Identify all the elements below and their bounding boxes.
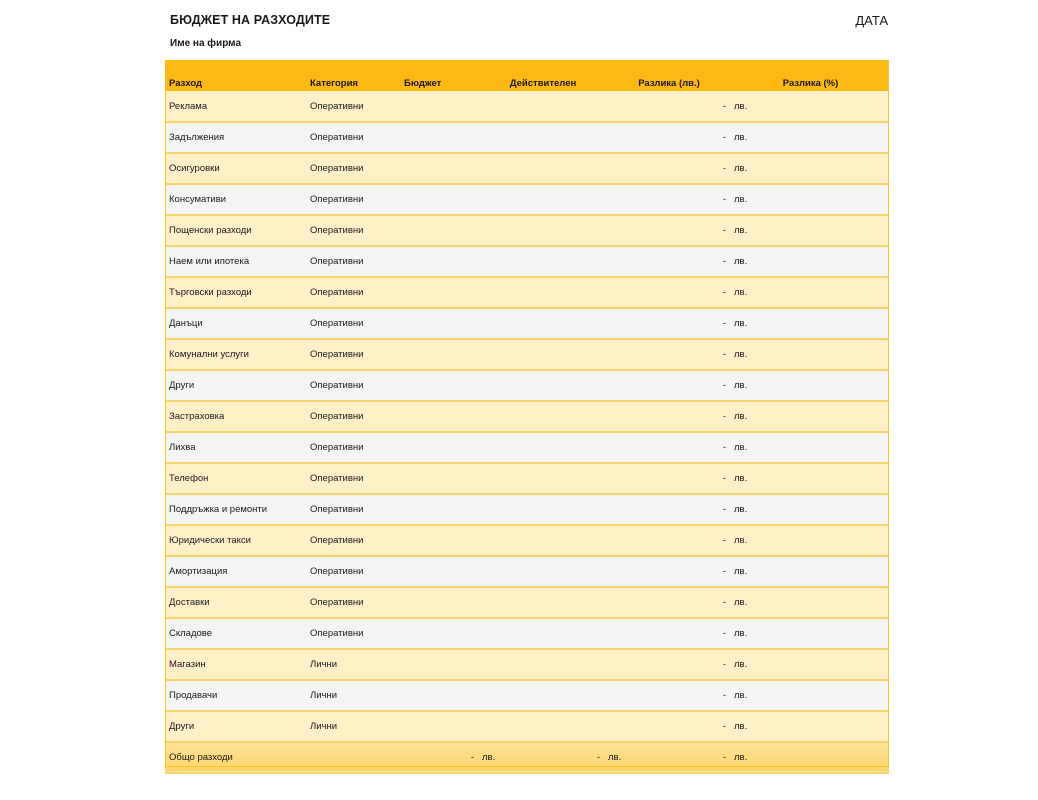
budget-currency-cell xyxy=(480,494,524,525)
table-row xyxy=(165,649,889,680)
table-row xyxy=(165,432,889,463)
column-header-diff-percent[interactable]: Разлика (%) xyxy=(782,78,839,89)
diff-dash-cell: - xyxy=(722,380,727,391)
actual-currency-cell xyxy=(606,401,650,432)
budget-cell[interactable] xyxy=(404,618,480,649)
budget-cell[interactable] xyxy=(404,122,480,153)
category-cell[interactable]: Оперативни xyxy=(310,287,364,298)
diff-currency-cell: лв. xyxy=(734,504,748,515)
table-row xyxy=(165,122,889,153)
budget-cell[interactable] xyxy=(404,246,480,277)
expense-cell[interactable]: Амортизация xyxy=(169,566,228,577)
date-field[interactable]: ДАТА xyxy=(855,13,888,28)
diff-percent-cell xyxy=(776,618,889,649)
budget-currency-cell xyxy=(480,618,524,649)
actual-cell[interactable] xyxy=(524,91,606,122)
diff-percent-cell xyxy=(776,525,889,556)
diff-dash-cell: - xyxy=(722,225,727,236)
total-row xyxy=(165,742,889,773)
table-row xyxy=(165,215,889,246)
actual-currency-cell xyxy=(606,525,650,556)
budget-currency-cell xyxy=(480,680,524,711)
budget-cell[interactable] xyxy=(404,556,480,587)
table-row xyxy=(165,463,889,494)
diff-currency-cell: лв. xyxy=(734,566,748,577)
expense-cell[interactable]: Продавачи xyxy=(169,690,218,701)
actual-currency-cell xyxy=(606,277,650,308)
actual-currency-cell xyxy=(606,649,650,680)
diff-dash-cell: - xyxy=(722,318,727,329)
diff-currency-cell: лв. xyxy=(734,256,748,267)
budget-cell[interactable] xyxy=(404,649,480,680)
budget-currency-cell xyxy=(480,153,524,184)
table-row xyxy=(165,184,889,215)
category-cell[interactable]: Оперативни xyxy=(310,628,364,639)
category-cell[interactable]: Оперативни xyxy=(310,411,364,422)
category-cell[interactable]: Лични xyxy=(310,721,338,732)
total-budget-dash: - xyxy=(470,752,474,763)
table-row xyxy=(165,680,889,711)
diff-currency-cell: лв. xyxy=(734,597,748,608)
actual-cell[interactable] xyxy=(524,463,606,494)
diff-currency-cell: лв. xyxy=(734,628,748,639)
actual-cell[interactable] xyxy=(524,711,606,742)
actual-cell[interactable] xyxy=(524,556,606,587)
budget-cell[interactable] xyxy=(404,277,480,308)
total-actual-dash: - xyxy=(596,752,600,763)
diff-dash-cell: - xyxy=(722,287,727,298)
expense-cell[interactable]: Поддръжка и ремонти xyxy=(169,504,268,515)
table-row xyxy=(165,339,889,370)
diff-currency-cell: лв. xyxy=(734,690,748,701)
diff-dash-cell: - xyxy=(722,256,727,267)
actual-cell[interactable] xyxy=(524,525,606,556)
expense-cell[interactable]: Складове xyxy=(169,628,213,639)
actual-currency-cell xyxy=(606,91,650,122)
category-cell[interactable]: Оперативни xyxy=(310,318,364,329)
expense-cell[interactable]: Осигуровки xyxy=(169,163,220,174)
actual-cell[interactable] xyxy=(524,494,606,525)
table-row xyxy=(165,370,889,401)
actual-currency-cell xyxy=(606,184,650,215)
category-cell[interactable]: Оперативни xyxy=(310,163,364,174)
budget-currency-cell xyxy=(480,308,524,339)
actual-currency-cell xyxy=(606,339,650,370)
table-row xyxy=(165,91,889,122)
actual-currency-cell xyxy=(606,215,650,246)
diff-currency-cell: лв. xyxy=(734,318,748,329)
budget-cell[interactable] xyxy=(404,370,480,401)
budget-cell[interactable] xyxy=(404,525,480,556)
diff-dash-cell: - xyxy=(722,721,727,732)
actual-currency-cell xyxy=(606,153,650,184)
expense-cell[interactable]: Реклама xyxy=(169,100,208,112)
diff-dash-cell: - xyxy=(722,535,727,546)
total-label: Общо разходи xyxy=(169,752,233,763)
category-cell[interactable]: Оперативни xyxy=(310,535,364,546)
diff-percent-cell xyxy=(776,463,889,494)
expense-cell[interactable]: Доставки xyxy=(169,597,210,608)
diff-dash-cell: - xyxy=(722,349,727,360)
actual-cell[interactable] xyxy=(524,432,606,463)
actual-cell[interactable] xyxy=(524,370,606,401)
diff-percent-cell xyxy=(776,680,889,711)
budget-currency-cell xyxy=(480,432,524,463)
diff-currency-cell: лв. xyxy=(734,721,748,732)
actual-cell[interactable] xyxy=(524,308,606,339)
total-category-cell xyxy=(306,742,404,773)
diff-percent-cell xyxy=(776,711,889,742)
expense-cell[interactable]: Телефон xyxy=(169,473,209,484)
column-header-actual[interactable]: Действителен xyxy=(509,78,577,89)
table-row xyxy=(165,618,889,649)
actual-currency-cell xyxy=(606,246,650,277)
diff-percent-cell xyxy=(776,587,889,618)
budget-cell[interactable] xyxy=(404,339,480,370)
category-cell[interactable]: Оперативни xyxy=(310,194,364,205)
budget-cell[interactable] xyxy=(404,432,480,463)
budget-currency-cell xyxy=(480,525,524,556)
actual-cell[interactable] xyxy=(524,122,606,153)
actual-currency-cell xyxy=(606,370,650,401)
diff-dash-cell: - xyxy=(722,100,727,112)
category-cell[interactable]: Лични xyxy=(310,690,338,701)
column-header-diff-amount[interactable]: Разлика (лв.) xyxy=(638,78,700,89)
budget-currency-cell xyxy=(480,122,524,153)
diff-percent-cell xyxy=(776,184,889,215)
expense-cell[interactable]: Наем или ипотека xyxy=(169,256,250,267)
budget-currency-cell xyxy=(480,649,524,680)
category-cell[interactable]: Оперативни xyxy=(310,473,364,484)
diff-currency-cell: лв. xyxy=(734,163,748,174)
table-row xyxy=(165,556,889,587)
actual-cell[interactable] xyxy=(524,401,606,432)
category-cell[interactable]: Оперативни xyxy=(310,132,364,143)
table-row xyxy=(165,587,889,618)
diff-currency-cell: лв. xyxy=(734,225,748,236)
diff-dash-cell: - xyxy=(722,659,727,670)
diff-percent-cell xyxy=(776,153,889,184)
table-header-row xyxy=(165,60,889,91)
expense-cell[interactable]: Данъци xyxy=(169,318,203,329)
diff-percent-cell xyxy=(776,215,889,246)
diff-percent-cell xyxy=(776,556,889,587)
expense-cell[interactable]: Застраховка xyxy=(169,411,225,422)
actual-currency-cell xyxy=(606,618,650,649)
expense-cell[interactable]: Задължения xyxy=(169,132,225,143)
budget-cell[interactable] xyxy=(404,91,480,122)
diff-dash-cell: - xyxy=(722,597,727,608)
category-cell[interactable]: Оперативни xyxy=(310,225,364,236)
actual-cell[interactable] xyxy=(524,618,606,649)
table-row xyxy=(165,246,889,277)
actual-cell[interactable] xyxy=(524,215,606,246)
diff-percent-cell xyxy=(776,432,889,463)
actual-currency-cell xyxy=(606,680,650,711)
budget-cell[interactable] xyxy=(404,153,480,184)
expense-cell[interactable]: Консумативи xyxy=(169,194,227,205)
total-actual-currency: лв. xyxy=(608,752,622,763)
budget-currency-cell xyxy=(480,401,524,432)
table-row xyxy=(165,308,889,339)
category-cell[interactable]: Оперативни xyxy=(310,349,364,360)
diff-currency-cell: лв. xyxy=(734,194,748,205)
category-cell[interactable]: Оперативни xyxy=(310,504,364,515)
expense-cell[interactable]: Други xyxy=(169,721,195,732)
budget-cell[interactable] xyxy=(404,401,480,432)
category-cell[interactable]: Оперативни xyxy=(310,100,364,112)
diff-percent-cell xyxy=(776,339,889,370)
diff-percent-cell xyxy=(776,649,889,680)
diff-percent-cell xyxy=(776,308,889,339)
diff-dash-cell: - xyxy=(722,628,727,639)
budget-cell[interactable] xyxy=(404,215,480,246)
diff-percent-cell xyxy=(776,246,889,277)
table-row xyxy=(165,401,889,432)
table-row xyxy=(165,277,889,308)
budget-currency-cell xyxy=(480,91,524,122)
budget-cell[interactable] xyxy=(404,308,480,339)
diff-percent-cell xyxy=(776,91,889,122)
actual-cell[interactable] xyxy=(524,153,606,184)
column-header-expense[interactable]: Разход xyxy=(169,78,203,89)
budget-cell[interactable] xyxy=(404,494,480,525)
actual-cell[interactable] xyxy=(524,277,606,308)
category-cell[interactable]: Лични xyxy=(310,659,338,670)
actual-currency-cell xyxy=(606,711,650,742)
diff-percent-cell xyxy=(776,122,889,153)
category-cell[interactable]: Оперативни xyxy=(310,597,364,608)
diff-dash-cell: - xyxy=(722,690,727,701)
diff-dash-cell: - xyxy=(722,504,727,515)
expense-cell[interactable]: Комунални услуги xyxy=(169,349,249,360)
budget-currency-cell xyxy=(480,277,524,308)
diff-currency-cell: лв. xyxy=(734,132,748,143)
budget-currency-cell xyxy=(480,246,524,277)
expense-cell[interactable]: Пощенски разходи xyxy=(169,225,252,236)
budget-cell[interactable] xyxy=(404,680,480,711)
company-name[interactable]: Име на фирма xyxy=(170,38,242,49)
budget-cell[interactable] xyxy=(404,587,480,618)
budget-currency-cell xyxy=(480,215,524,246)
total-diff-dash: - xyxy=(722,752,727,763)
budget-currency-cell xyxy=(480,339,524,370)
category-cell[interactable]: Оперативни xyxy=(310,256,364,267)
diff-dash-cell: - xyxy=(722,194,727,205)
diff-dash-cell: - xyxy=(722,132,727,143)
total-percent-cell xyxy=(776,742,889,773)
expense-cell[interactable]: Търговски разходи xyxy=(169,287,252,298)
budget-currency-cell xyxy=(480,184,524,215)
column-header-budget[interactable]: Бюджет xyxy=(404,78,442,89)
actual-cell[interactable] xyxy=(524,339,606,370)
expense-budget-table xyxy=(165,60,889,774)
budget-currency-cell xyxy=(480,587,524,618)
diff-percent-cell xyxy=(776,370,889,401)
actual-cell[interactable] xyxy=(524,649,606,680)
diff-percent-cell xyxy=(776,401,889,432)
actual-cell[interactable] xyxy=(524,680,606,711)
diff-currency-cell: лв. xyxy=(734,349,748,360)
actual-currency-cell xyxy=(606,308,650,339)
actual-cell[interactable] xyxy=(524,587,606,618)
diff-currency-cell: лв. xyxy=(734,100,748,112)
actual-cell[interactable] xyxy=(524,184,606,215)
actual-currency-cell xyxy=(606,494,650,525)
diff-dash-cell: - xyxy=(722,163,727,174)
diff-currency-cell: лв. xyxy=(734,535,748,546)
table-row xyxy=(165,153,889,184)
actual-currency-cell xyxy=(606,463,650,494)
actual-currency-cell xyxy=(606,432,650,463)
budget-currency-cell xyxy=(480,463,524,494)
diff-percent-cell xyxy=(776,494,889,525)
diff-dash-cell: - xyxy=(722,566,727,577)
table-row xyxy=(165,494,889,525)
expense-cell[interactable]: Лихва xyxy=(169,442,196,453)
diff-currency-cell: лв. xyxy=(734,659,748,670)
actual-currency-cell xyxy=(606,556,650,587)
category-cell[interactable]: Оперативни xyxy=(310,442,364,453)
total-budget-currency: лв. xyxy=(482,752,496,763)
table-row xyxy=(165,525,889,556)
diff-currency-cell: лв. xyxy=(734,473,748,484)
diff-currency-cell: лв. xyxy=(734,442,748,453)
actual-currency-cell xyxy=(606,587,650,618)
diff-currency-cell: лв. xyxy=(734,380,748,391)
page-title: БЮДЖЕТ НА РАЗХОДИТЕ xyxy=(170,13,331,27)
column-header-category[interactable]: Категория xyxy=(310,78,358,89)
budget-currency-cell xyxy=(480,556,524,587)
diff-currency-cell: лв. xyxy=(734,287,748,298)
budget-currency-cell xyxy=(480,711,524,742)
diff-dash-cell: - xyxy=(722,442,727,453)
category-cell[interactable]: Оперативни xyxy=(310,566,364,577)
diff-dash-cell: - xyxy=(722,411,727,422)
diff-dash-cell: - xyxy=(722,473,727,484)
expense-cell[interactable]: Магазин xyxy=(169,659,206,670)
expense-cell[interactable]: Юридически такси xyxy=(169,535,251,546)
table-row xyxy=(165,711,889,742)
budget-currency-cell xyxy=(480,370,524,401)
expense-cell[interactable]: Други xyxy=(169,380,195,391)
total-diff-currency: лв. xyxy=(734,752,748,763)
budget-cell[interactable] xyxy=(404,184,480,215)
diff-percent-cell xyxy=(776,277,889,308)
category-cell[interactable]: Оперативни xyxy=(310,380,364,391)
diff-currency-cell: лв. xyxy=(734,411,748,422)
actual-cell[interactable] xyxy=(524,246,606,277)
actual-currency-cell xyxy=(606,122,650,153)
budget-cell[interactable] xyxy=(404,463,480,494)
budget-cell[interactable] xyxy=(404,711,480,742)
